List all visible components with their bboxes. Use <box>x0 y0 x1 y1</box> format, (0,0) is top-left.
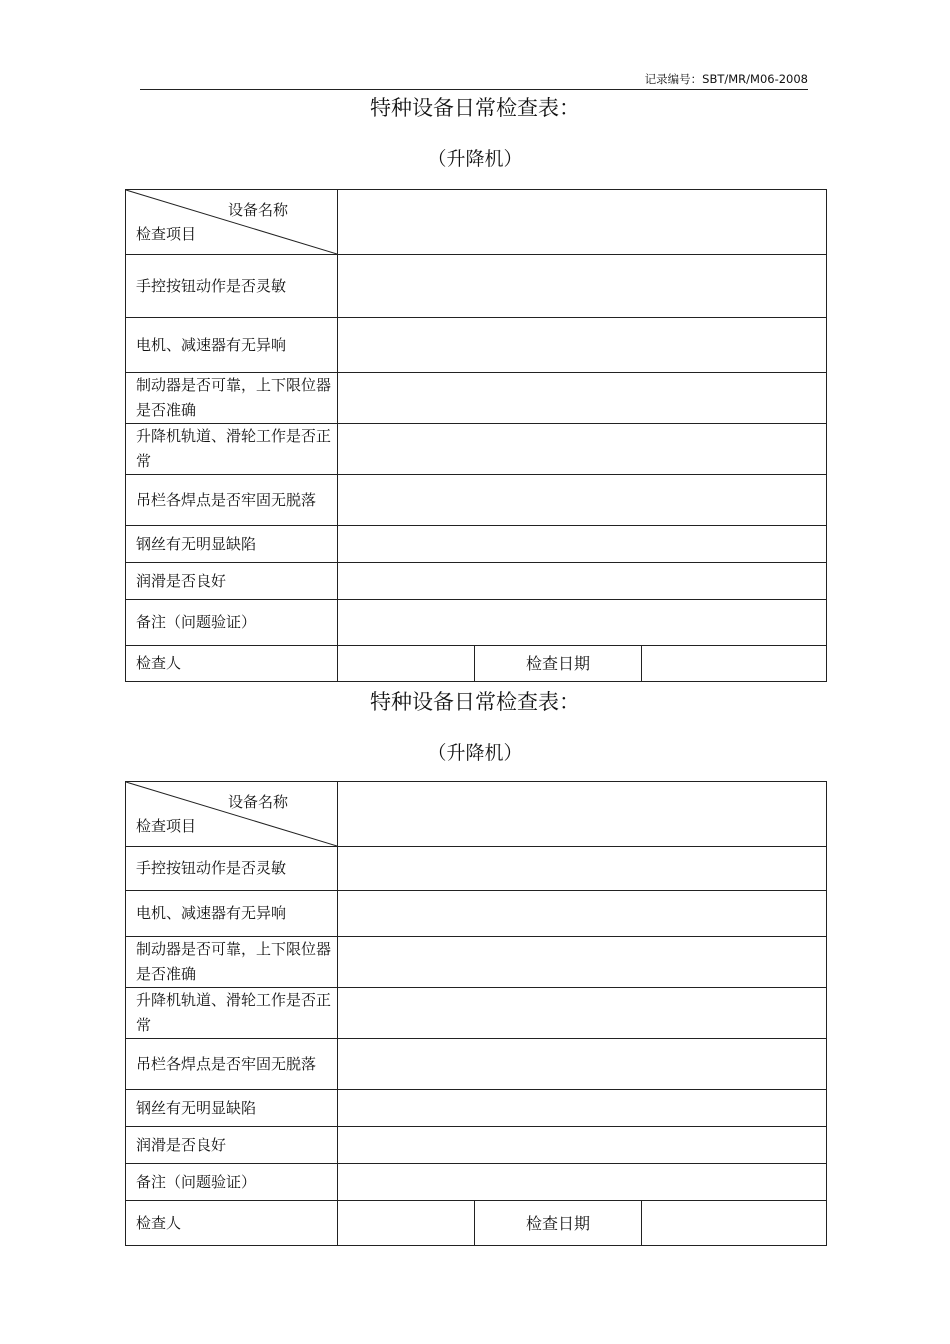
check-item: 制动器是否可靠，上下限位器是否准确 <box>126 373 338 424</box>
check-item: 制动器是否可靠，上下限位器是否准确 <box>126 937 338 988</box>
table-row <box>126 373 827 424</box>
check-result-cell[interactable] <box>338 1090 827 1127</box>
inspection-table <box>125 189 827 682</box>
check-result-cell[interactable] <box>338 988 827 1039</box>
check-result-cell[interactable] <box>338 937 827 988</box>
check-item: 电机、减速器有无异响 <box>126 891 338 937</box>
form-title: 特种设备日常检查表： <box>370 96 580 120</box>
check-item: 手控按钮动作是否灵敏 <box>126 847 338 891</box>
check-result-cell[interactable] <box>338 318 827 373</box>
check-item: 升降机轨道、滑轮工作是否正常 <box>126 988 338 1039</box>
check-result-cell[interactable] <box>338 1127 827 1164</box>
table-row <box>126 988 827 1039</box>
table-row <box>126 891 827 937</box>
table-row <box>126 424 827 475</box>
check-result-cell[interactable] <box>338 373 827 424</box>
date-label: 检查日期 <box>475 1201 642 1246</box>
table-row <box>126 318 827 373</box>
inspector-label: 检查人 <box>126 646 338 682</box>
table-row <box>126 563 827 600</box>
check-item: 备注（问题验证） <box>126 600 338 646</box>
check-item: 电机、减速器有无异响 <box>126 318 338 373</box>
check-result-cell[interactable] <box>338 891 827 937</box>
signature-row <box>126 1201 827 1246</box>
date-value[interactable] <box>642 646 827 682</box>
remarks-cell[interactable] <box>338 1164 827 1201</box>
check-result-cell[interactable] <box>338 563 827 600</box>
date-value[interactable] <box>642 1201 827 1246</box>
check-result-cell[interactable] <box>338 1039 827 1090</box>
table-row <box>126 600 827 646</box>
table-header-row <box>126 190 827 255</box>
table-header-row <box>126 782 827 847</box>
signature-row <box>126 646 827 682</box>
check-item-label: 检查项目 <box>136 225 197 243</box>
inspection-table <box>125 781 827 1246</box>
table-row <box>126 937 827 988</box>
table-row <box>126 475 827 526</box>
check-item: 吊栏各焊点是否牢固无脱落 <box>126 475 338 526</box>
table-row <box>126 1164 827 1201</box>
table-row <box>126 255 827 318</box>
check-result-cell[interactable] <box>338 526 827 563</box>
form-subtitle: （升降机） <box>427 148 523 170</box>
date-label: 检查日期 <box>475 646 642 682</box>
record-number: 记录编号：SBT/MR/M06-2008 <box>140 72 808 90</box>
diagonal-header-cell <box>126 782 338 847</box>
check-item: 吊栏各焊点是否牢固无脱落 <box>126 1039 338 1090</box>
check-item: 润滑是否良好 <box>126 1127 338 1164</box>
device-name-value[interactable] <box>338 782 827 847</box>
inspector-value[interactable] <box>338 646 475 682</box>
table-row <box>126 1039 827 1090</box>
check-item: 钢丝有无明显缺陷 <box>126 526 338 563</box>
check-item: 手控按钮动作是否灵敏 <box>126 255 338 318</box>
table-row <box>126 526 827 563</box>
check-item: 备注（问题验证） <box>126 1164 338 1201</box>
table-row <box>126 1090 827 1127</box>
table-row <box>126 847 827 891</box>
inspector-value[interactable] <box>338 1201 475 1246</box>
table-row <box>126 1127 827 1164</box>
check-item-label: 检查项目 <box>136 817 197 835</box>
device-name-value[interactable] <box>338 190 827 255</box>
check-result-cell[interactable] <box>338 424 827 475</box>
diagonal-header-cell <box>126 190 338 255</box>
check-item: 升降机轨道、滑轮工作是否正常 <box>126 424 338 475</box>
check-item: 钢丝有无明显缺陷 <box>126 1090 338 1127</box>
form-title: 特种设备日常检查表： <box>370 690 580 714</box>
remarks-cell[interactable] <box>338 600 827 646</box>
check-result-cell[interactable] <box>338 847 827 891</box>
check-result-cell[interactable] <box>338 475 827 526</box>
check-item: 润滑是否良好 <box>126 563 338 600</box>
device-name-label: 设备名称 <box>228 201 289 219</box>
device-name-label: 设备名称 <box>228 793 289 811</box>
check-result-cell[interactable] <box>338 255 827 318</box>
form-subtitle: （升降机） <box>427 742 523 764</box>
inspector-label: 检查人 <box>126 1201 338 1246</box>
